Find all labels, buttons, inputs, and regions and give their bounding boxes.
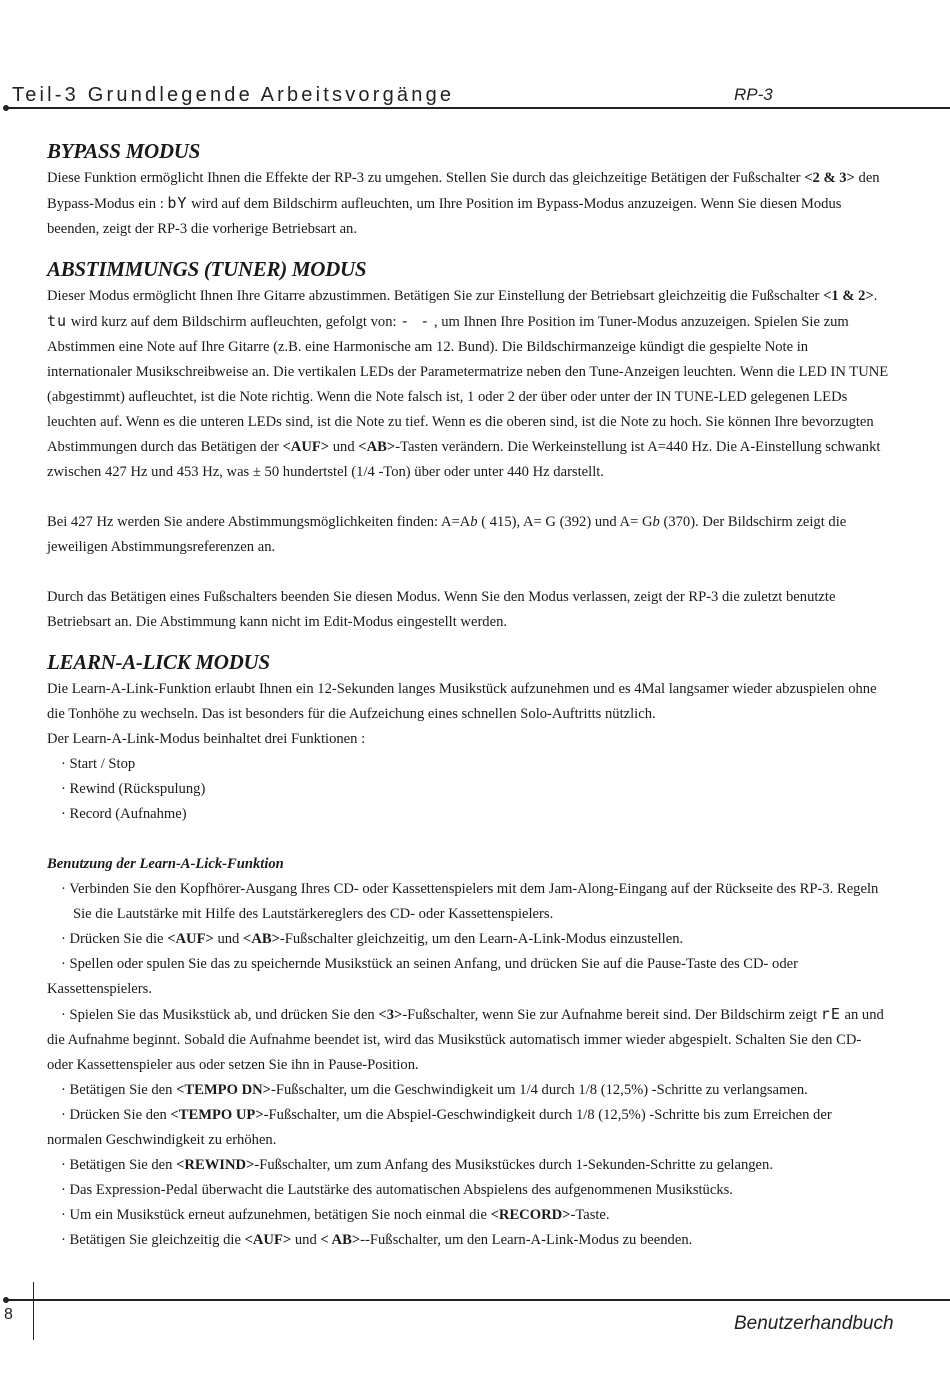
- text: .: [873, 288, 878, 304]
- lcd-display-text: bY: [167, 194, 188, 212]
- usage-title: Benutzung der Learn-A-Lick-Funktion: [47, 856, 284, 872]
- text: -Fußschalter, um die Abspiel-Geschwindigkeit durch 1/8 (12,5%) -Schritte bis zum Erreichen der normalen Geschwindigkeit zu erhöhen.: [47, 1107, 832, 1148]
- button-key: <AB>: [358, 439, 396, 455]
- flat-symbol: b: [652, 514, 660, 530]
- text: und: [329, 439, 359, 455]
- usage-step: [47, 1002, 889, 1078]
- footswitch-key: <TEMPO UP>: [170, 1107, 264, 1123]
- usage-step: · Verbinden Sie den Kopfhörer-Ausgang Ihres CD- oder Kassettenspielers mit dem Jam-Along-Eingang auf der Rückseite des RP-3. Regeln Sie die Lautstärke mit Hilfe des Lautstärkereglers des CD- oder Kassettenspielers.: [61, 881, 879, 922]
- text: --Fußschalter, um den Learn-A-Link-Modus zu beenden.: [360, 1232, 693, 1248]
- section-title: Teil-3 Grundlegende Arbeitsvorgänge: [12, 84, 455, 106]
- text: · Um ein Musikstück erneut aufzunehmen, betätigen Sie noch einmal die: [61, 1207, 491, 1223]
- text: an und die Aufnahme beginnt. Sobald die Aufnahme beendet ist, wird das Musikstück automatisch immer wieder abgespielt. Schalten Sie den CD- oder Kassettenspieler aus oder setzen Sie ihn in Pause-Position.: [47, 1007, 884, 1073]
- text: -Fußschalter, um zum Anfang des Musikstückes durch 1-Sekunden-Schritte zu gelangen.: [254, 1157, 773, 1173]
- usage-step: [47, 1153, 889, 1178]
- text: Diese Funktion ermöglicht Ihnen die Effekte der RP-3 zu umgehen. Stellen Sie durch das gleichzeitige Betätigen der Fußschalter: [47, 170, 805, 186]
- tuner-paragraph-2: [47, 510, 889, 560]
- learn-a-lick-title: LEARN-A-LICK MODUS: [47, 650, 270, 674]
- bypass-title: BYPASS MODUS: [47, 139, 200, 163]
- text: wird kurz auf dem Bildschirm aufleuchten, gefolgt von:: [67, 314, 401, 330]
- usage-step: [47, 1078, 889, 1103]
- usage-step: [47, 1203, 889, 1228]
- page-content: [47, 136, 889, 1253]
- usage-step: [47, 927, 889, 952]
- text: · Drücken Sie den: [61, 1107, 171, 1123]
- button-key: <AUF>: [282, 439, 330, 455]
- footswitch-key: <3>: [378, 1007, 403, 1023]
- usage-step: [47, 1228, 889, 1253]
- text: · Drücken Sie die: [61, 931, 168, 947]
- text: , um Ihnen Ihre Position im Tuner-Modus anzuzeigen. Spielen Sie zum Abstimmen eine Note auf Ihre Gitarre (z.B. eine Harmonische am 12. Bund). Die Bildschirmanzeige kündigt die gespielte Note in internationaler Musikschreibweise an. Die vertikalen LEDs der Parametermatrize neben den Tune-Anzeigen leuchten. Wenn die LED IN TUNE (abgestimmt) aufleuchtet, ist die Note richtig. Wenn die Note falsch ist, 1 oder 2 der über oder unter der IN TUNE-LED gelegenen LEDs leuchten auf. Wenn es die unteren LEDs sind, ist die Note zu tief. Wenn es die oberen sind, ist die Note zu hoch. Sie können Ihre bevorzugten Abstimmungen durch das Betätigen der: [47, 314, 889, 455]
- footswitch-key: <1 & 2>: [823, 288, 874, 304]
- function-item: · Record (Aufnahme): [61, 806, 187, 822]
- footswitch-key: <AUF>: [167, 931, 214, 947]
- page-number: 8: [4, 1306, 13, 1323]
- usage-step: · Das Expression-Pedal überwacht die Lautstärke des automatischen Abspielens des aufgenommenen Musikstücks.: [61, 1182, 733, 1198]
- text: den Bypass-Modus ein :: [47, 170, 880, 212]
- lal-paragraph-1: Die Learn-A-Link-Funktion erlaubt Ihnen ein 12-Sekunden langes Musikstück aufzunehmen und es 4Mal langsamer wieder abzuspielen ohne die Tonhöhe zu wechseln. Das ist besonders für die Aufzeichung eines schnellen Solo-Auftritts nützlich.: [47, 681, 877, 722]
- text: wird auf dem Bildschirm aufleuchten, um Ihre Position im Bypass-Modus anzuzeigen. Wenn Sie diesen Modus beenden, zeigt der RP-3 die vorherige Betriebsart an.: [47, 196, 842, 237]
- footswitch-key: < AB>: [320, 1232, 361, 1248]
- bypass-paragraph: [47, 166, 889, 242]
- text: und: [291, 1232, 321, 1248]
- tuner-paragraph-3: Durch das Betätigen eines Fußschalters beenden Sie diesen Modus. Wenn Sie den Modus verlassen, zeigt der RP-3 die zuletzt benutzte Betriebsart an. Die Abstimmung kann nicht im Edit-Modus eingestellt werden.: [47, 589, 836, 630]
- footer-divider: [33, 1282, 34, 1340]
- text: (370). Der Bildschirm zeigt die jeweiligen Abstimmungsreferenzen an.: [47, 514, 847, 555]
- button-key: <RECORD>: [490, 1207, 571, 1223]
- lcd-display-text: - -: [400, 312, 431, 330]
- usage-step: [47, 1103, 889, 1153]
- footswitch-key: <AUF>: [244, 1232, 292, 1248]
- footer-rule: [6, 1299, 950, 1301]
- text: -Fußschalter, um die Geschwindigkeit um 1/4 durch 1/8 (12,5%) -Schritte zu verlangsamen.: [270, 1082, 808, 1098]
- function-item: · Start / Stop: [61, 756, 136, 772]
- text: und: [213, 931, 243, 947]
- tuner-title: ABSTIMMUNGS (TUNER) MODUS: [47, 257, 367, 281]
- header-rule: [6, 107, 950, 109]
- lcd-display-text: rE: [820, 1005, 841, 1023]
- tuner-section: [47, 254, 889, 635]
- learn-a-lick-section: [47, 647, 889, 1253]
- footswitch-key: <2 & 3>: [804, 170, 855, 186]
- text: -Taste.: [570, 1207, 610, 1223]
- text: · Betätigen Sie den: [61, 1157, 177, 1173]
- flat-symbol: b: [470, 514, 478, 530]
- footswitch-key: <AB>: [243, 931, 280, 947]
- text: ( 415), A= G (392) und A= G: [477, 514, 653, 530]
- function-item: · Rewind (Rückspulung): [61, 781, 206, 797]
- usage-step: · Spellen oder spulen Sie das zu speichernde Musikstück an seinen Anfang, und drücken Sie auf die Pause-Taste des CD- oder Kassettenspielers.: [47, 956, 798, 997]
- bypass-section: [47, 136, 889, 242]
- text: Bei 427 Hz werden Sie andere Abstimmungsmöglichkeiten finden: A=A: [47, 514, 471, 530]
- book-title: Benutzerhandbuch: [734, 1313, 894, 1334]
- text: -Fußschalter gleichzeitig, um den Learn-A-Link-Modus einzustellen.: [279, 931, 684, 947]
- lal-paragraph-2: Der Learn-A-Link-Modus beinhaltet drei Funktionen :: [47, 731, 366, 747]
- tuner-paragraph-1: [47, 284, 889, 485]
- text: -Tasten verändern. Die Werkeinstellung ist A=440 Hz. Die A-Einstellung schwankt zwischen 427 Hz und 453 Hz, was ± 50 hundertstel (1/4 -Ton) über oder unter 440 Hz darstellt.: [47, 439, 881, 480]
- footswitch-key: <REWIND>: [176, 1157, 255, 1173]
- text: -Fußschalter, wenn Sie zur Aufnahme bereit sind. Der Bildschirm zeigt: [402, 1007, 821, 1023]
- text: Dieser Modus ermöglicht Ihnen Ihre Gitarre abzustimmen. Betätigen Sie zur Einstellung der Betriebsart gleichzeitig die Fußschalter: [47, 288, 824, 304]
- product-name: RP-3: [734, 85, 773, 104]
- text: · Betätigen Sie gleichzeitig die: [61, 1232, 245, 1248]
- text: · Spielen Sie das Musikstück ab, und drücken Sie den: [61, 1007, 379, 1023]
- text: · Betätigen Sie den: [61, 1082, 177, 1098]
- lcd-display-text: tu: [47, 312, 68, 330]
- footswitch-key: <TEMPO DN>: [176, 1082, 271, 1098]
